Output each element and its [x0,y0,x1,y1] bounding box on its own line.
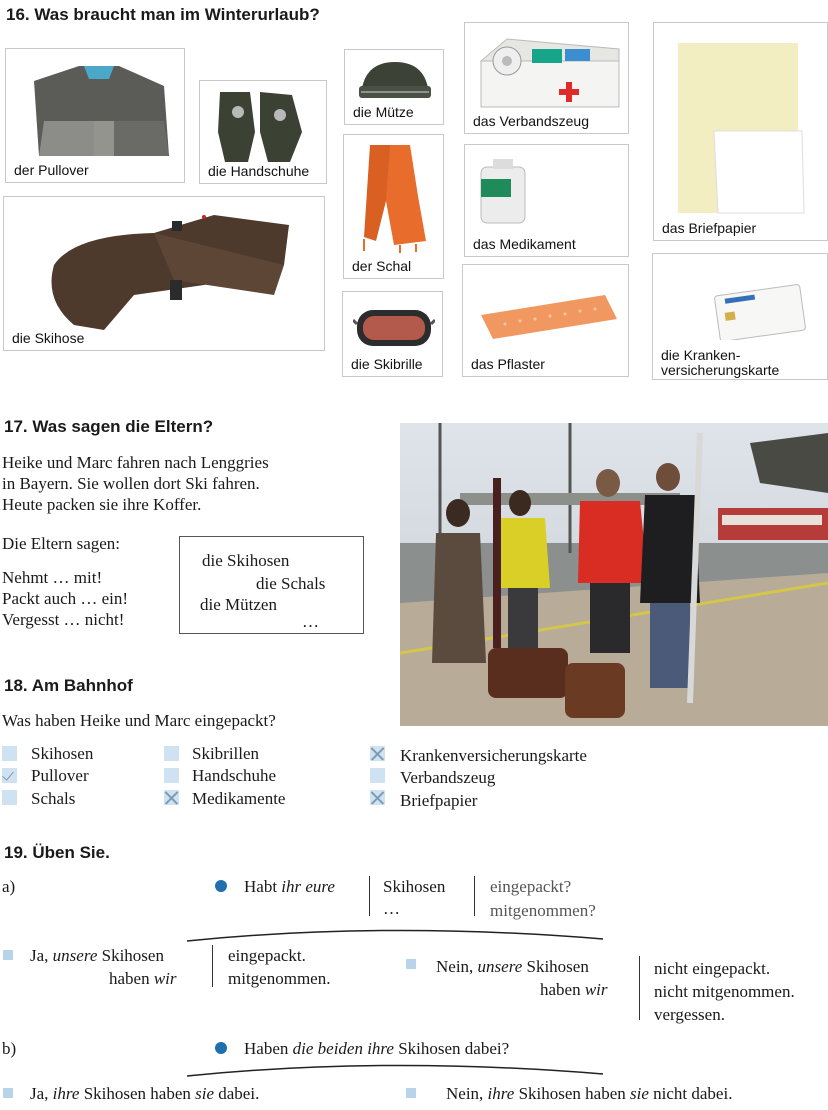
checkbox-medikamente[interactable] [164,790,179,805]
label-a: a) [2,877,16,896]
a-yes-line1: Ja, unsere Skihosen [30,946,164,965]
commands [2,567,128,630]
card-skihose [3,196,325,351]
box-word: die Skihosen [202,551,290,570]
checkbox-pullover[interactable] [2,768,17,783]
card-krankenversicherungskarte [652,253,828,380]
speaker-dot [215,880,227,892]
b-no: Nein, ihre Skihosen haben sie nicht dabei. [446,1084,733,1103]
label-kranken-line2: versicherungskarte [661,362,780,378]
command-line: Packt auch … ein! [2,589,129,608]
speaker-square [406,1088,416,1098]
checkbox-briefpapier[interactable] [370,790,385,805]
a-no-verb3: vergessen. [654,1005,725,1024]
checkbox-krankenversicherungskarte[interactable] [370,746,385,761]
a-yes-line2: haben wir [109,969,177,988]
box-word: … [302,612,319,631]
label-skibrille: die Skibrille [351,356,423,372]
card-muetze [344,49,444,125]
checkbox-handschuhe[interactable] [164,768,179,783]
checkbox-skihosen[interactable] [2,746,17,761]
ex18-heading: 18. Am Bahnhof [4,676,133,695]
a-verb2: mitgenommen? [490,901,596,920]
box-word: die Schals [256,574,326,593]
word-box [179,536,364,634]
card-schal [343,134,444,279]
intro-line: in Bayern. Sie wollen dort Ski fahren. [2,474,260,493]
speaker-square [406,959,416,969]
a-verb1: eingepackt? [490,877,572,896]
divider [639,956,640,1020]
scarf-illustration [360,141,432,253]
ski-pants-illustration [34,205,304,330]
b-yes: Ja, ihre Skihosen haben sie dabei. [30,1084,260,1103]
check-label: Schals [31,789,76,808]
speaker-square [3,950,13,960]
ex16-heading: 16. Was braucht man im Winterurlaub? [6,5,320,24]
a-yes-verb1: eingepackt. [228,946,306,965]
speaker-square [3,1088,13,1098]
label-muetze: die Mütze [353,104,414,120]
checkbox-schals[interactable] [2,790,17,805]
a-no-verb1: nicht eingepackt. [654,959,771,978]
check-label: Skibrillen [192,744,260,763]
intro-line: Heike und Marc fahren nach Lenggries [2,453,269,472]
label-kranken-line1: die Kranken- [661,347,741,363]
command-line: Vergesst … nicht! [2,610,125,629]
check-label: Skihosen [31,744,94,763]
card-pullover [5,48,185,183]
gloves-illustration [210,87,310,165]
card-medikament [464,144,629,257]
ex18-question: Was haben Heike und Marc eingepackt? [2,711,276,730]
label-skihose: die Skihose [12,330,85,346]
speaker-dot [215,1042,227,1054]
letter-paper-illustration [674,41,809,221]
train-station-photo [400,423,828,726]
label-krankenversicherungskarte [661,348,779,378]
label-pflaster: das Pflaster [471,356,545,372]
a-noun-ellipsis: … [383,899,400,918]
check-label: Verbandszeug [400,768,496,787]
medicine-tube-illustration [475,157,535,227]
insurance-card-illustration [713,284,809,340]
a-question: Habt ihr eure [244,877,335,896]
checkbox-verbandszeug[interactable] [370,768,385,783]
plaster-illustration [475,289,621,345]
parents-say: Die Eltern sagen: [2,534,121,553]
label-pullover: der Pullover [14,162,89,178]
label-briefpapier: das Briefpapier [662,220,757,236]
card-skibrille [342,291,443,377]
divider [369,876,370,916]
a-no-line2: haben wir [540,980,608,999]
box-word: die Mützen [200,595,277,614]
card-handschuhe [199,80,327,184]
a-yes-verb2: mitgenommen. [228,969,331,988]
check-label: Pullover [31,766,89,785]
a-no-verb2: nicht mitgenommen. [654,982,795,1001]
divider [474,876,475,916]
a-no-line1: Nein, unsere Skihosen [436,957,589,976]
label-verbandszeug: das Verbandszeug [473,113,589,129]
card-pflaster [462,264,629,377]
ex17-intro [2,452,269,515]
check-label: Handschuhe [192,766,277,785]
ex17-heading: 17. Was sagen die Eltern? [4,417,214,436]
label-medikament: das Medikament [473,236,576,252]
swoosh-line [185,925,605,945]
swoosh-line [185,1060,605,1080]
checkbox-skibrillen[interactable] [164,746,179,761]
check-label: Briefpapier [400,791,478,810]
first-aid-kit-illustration [477,31,622,111]
command-line: Nehmt … mit! [2,568,103,587]
pullover-illustration [24,61,174,161]
check-label: Krankenversicherungskarte [400,746,587,765]
check-label: Medikamente [192,789,286,808]
label-schal: der Schal [352,258,412,274]
hat-illustration [357,58,433,102]
divider [212,945,213,987]
a-noun: Skihosen [383,877,446,896]
card-briefpapier [653,22,828,241]
b-question: Haben die beiden ihre Skihosen dabei? [244,1039,510,1058]
label-b: b) [2,1039,17,1058]
card-verbandszeug [464,22,629,134]
label-handschuhe: die Handschuhe [208,163,310,179]
intro-line: Heute packen sie ihre Koffer. [2,495,202,514]
ex19-heading: 19. Üben Sie. [4,843,110,862]
ski-goggles-illustration [353,300,435,352]
